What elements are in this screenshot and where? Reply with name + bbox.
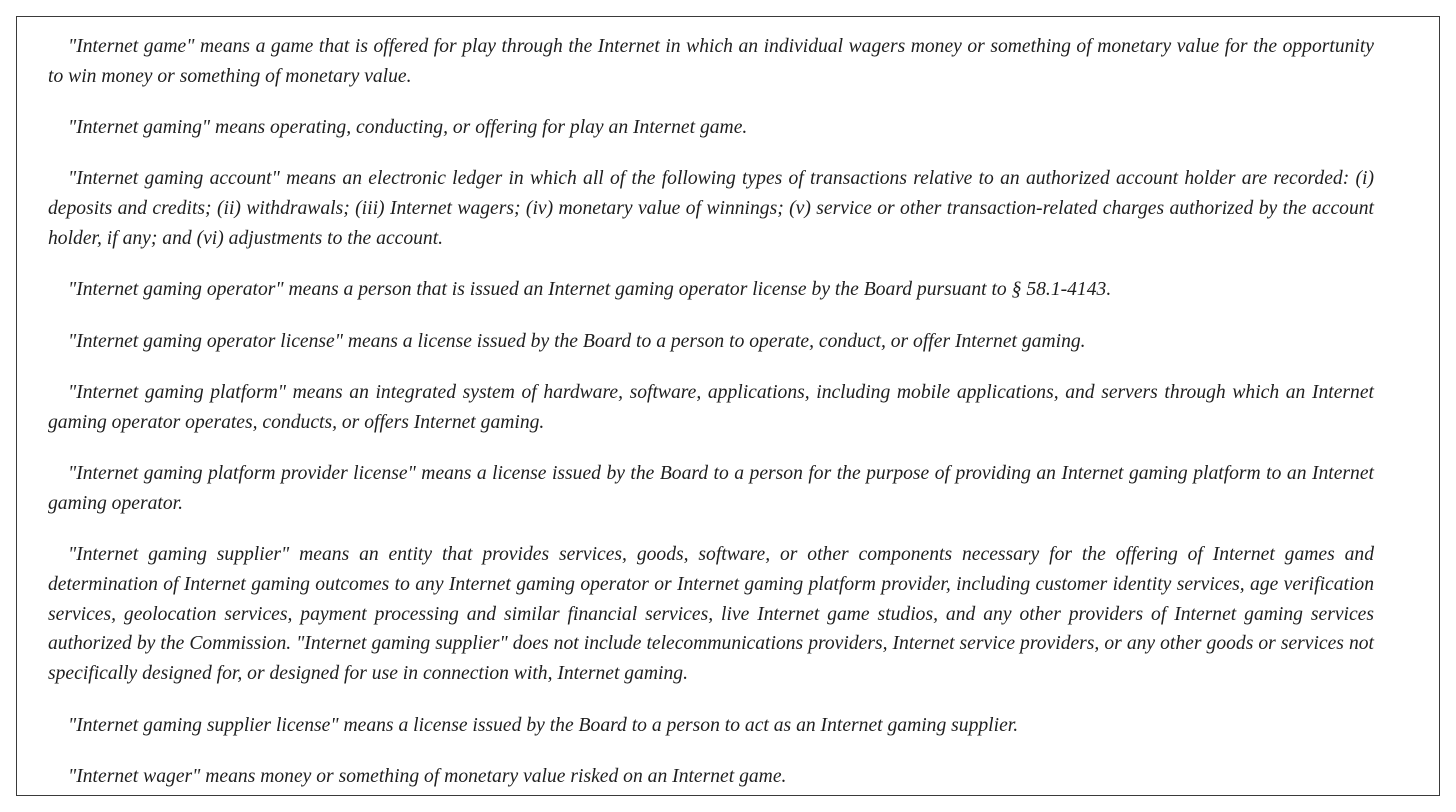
definition-internet-wager: "Internet wager" means money or something of monetary value risked on an Internet game.: [68, 765, 787, 787]
definitions-list: [48, 32, 1374, 792]
definition-internet-gaming-account: "Internet gaming account" means an electronic ledger in which all of the following types of transactions relative to an authorized account holder are recorded: (i) deposits and credits; (ii) withdrawals; (iii) Internet wagers; (iv) monetary value of winnings; (v) service or other transaction-related charges authorized by the account holder, if any; and (vi) adjustments to the account.: [48, 168, 1374, 249]
definition-internet-gaming-operator: "Internet gaming operator" means a person that is issued an Internet gaming operator license by the Board pursuant to § 58.1-4143.: [68, 279, 1112, 301]
definition-internet-gaming-supplier: "Internet gaming supplier" means an entity that provides services, goods, software, or other components necessary for the offering of Internet games and determination of Internet gaming outcomes to any Internet gaming operator or Internet gaming platform provider, including customer identity services, age verification services, geolocation services, payment processing and similar financial services, live Internet game studios, and any other providers of Internet gaming services authorized by the Commission. "Internet gaming supplier" does not include telecommunications providers, Internet service providers, or any other goods or services not specifically designed for, or designed for use in connection with, Internet gaming.: [48, 544, 1374, 685]
definition-internet-gaming-supplier-license: "Internet gaming supplier license" means a license issued by the Board to a person to act as an Internet gaming supplier.: [68, 714, 1019, 736]
document-frame: [16, 16, 1440, 796]
definition-internet-gaming-platform-provider-license: "Internet gaming platform provider license" means a license issued by the Board to a person for the purpose of providing an Internet gaming platform to an Internet gaming operator.: [48, 462, 1374, 514]
definition-internet-gaming-platform: "Internet gaming platform" means an integrated system of hardware, software, applications, including mobile applications, and servers through which an Internet gaming operator operates, conducts, or offers Internet gaming.: [48, 381, 1374, 433]
definition-internet-game: "Internet game" means a game that is offered for play through the Internet in which an individual wagers money or something of monetary value for the opportunity to win money or something of monetary value.: [48, 36, 1374, 87]
definition-internet-gaming: "Internet gaming" means operating, conducting, or offering for play an Internet game.: [68, 117, 748, 139]
definition-internet-gaming-operator-license: "Internet gaming operator license" means a license issued by the Board to a person to operate, conduct, or offer Internet gaming.: [68, 330, 1086, 352]
